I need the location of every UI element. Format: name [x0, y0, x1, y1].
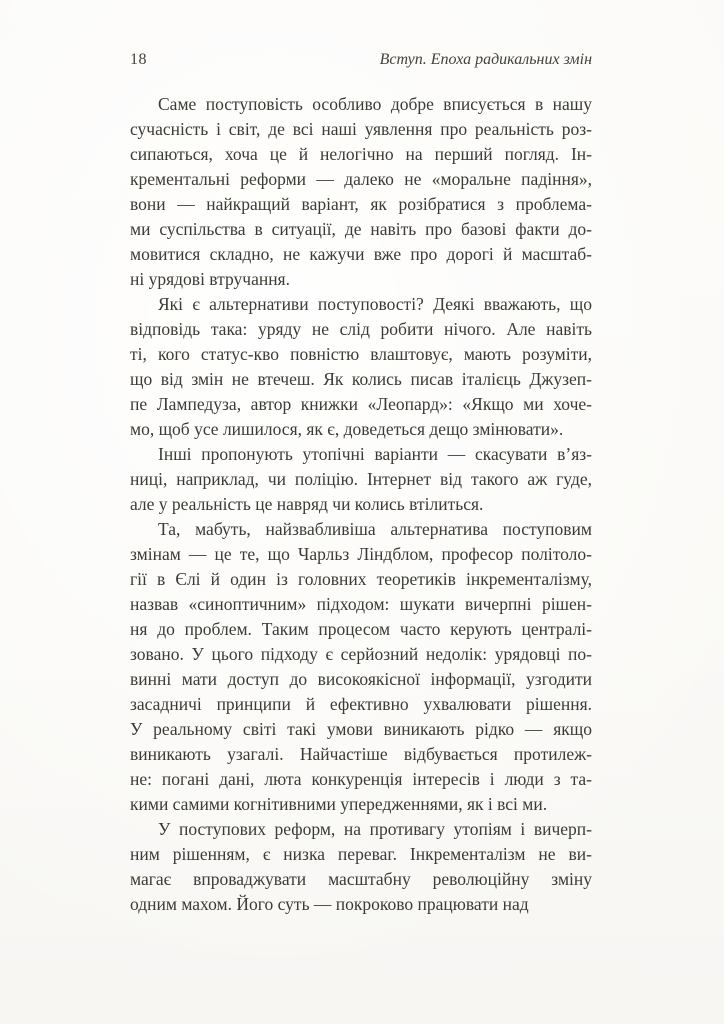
- text-line: назвав «синоптичним» підходом: шукати вичерпні рішен-: [130, 594, 592, 614]
- text-line: Та, мабуть, найзвабливіша альтернатива поступовим: [158, 519, 592, 539]
- text-line: зовано. У цього підходу є серйозний недолік: урядовці по-: [130, 644, 592, 664]
- text-line: одним махом. Його суть — покроково працювати над: [130, 894, 529, 914]
- text-line: ниці, наприклад, чи поліцію. Інтернет від такого аж гуде,: [130, 469, 592, 489]
- text-line: У реальному світі такі умови виникають рідко — якщо: [130, 719, 592, 739]
- text-line: засадничі принципи й ефективно ухвалювати рішення.: [130, 694, 592, 714]
- text-line: мовитися складно, не кажучи вже про дорогі й масштаб-: [130, 244, 592, 264]
- text-line: змінам — це те, що Чарльз Ліндблом, професор політоло-: [130, 544, 592, 564]
- running-head: Вступ. Епоха радикальних змін: [379, 51, 592, 68]
- text-line: ні урядові втручання.: [130, 269, 290, 289]
- text-line: що від змін не втечеш. Як колись писав італієць Джузеп-: [130, 369, 592, 389]
- text-line: пе Лампедуза, автор книжки «Леопард»: «Якщо ми хоче-: [130, 394, 592, 414]
- page-header: [130, 50, 592, 70]
- text-line: Саме поступовість особливо добре вписується в нашу: [158, 94, 592, 114]
- text-line: Які є альтернативи поступовості? Деякі вважають, що: [158, 294, 592, 314]
- text-line: ми суспільства в ситуації, де навіть про базові факти до-: [130, 219, 592, 239]
- text-line: винні мати доступ до високоякісної інформації, узгодити: [130, 669, 592, 689]
- text-line: гії в Єлі й один із головних теоретиків інкременталізму,: [130, 569, 592, 589]
- text-line: не: погані дані, люта конкуренція інтересів і люди з та-: [130, 769, 592, 789]
- text-line: відповідь така: уряду не слід робити нічого. Але навіть: [130, 319, 592, 339]
- text-line: Інші пропонують утопічні варіанти — скасувати в’яз-: [158, 444, 592, 464]
- page-body: [130, 92, 592, 917]
- text-line: сучасність і світ, де всі наші уявлення про реальність роз-: [130, 119, 592, 139]
- text-line: магає впроваджувати масштабну революційну зміну: [130, 869, 592, 889]
- text-line: ня до проблем. Таким процесом часто керують централі-: [130, 619, 592, 639]
- text-line: кими самими когнітивними упередженнями, як і всі ми.: [130, 794, 548, 814]
- text-line: виникають узагалі. Найчастіше відбувається протилеж-: [130, 744, 592, 764]
- text-line: крементальні реформи — далеко не «моральне падіння»,: [130, 169, 592, 189]
- text-line: мо, щоб усе лишилося, як є, доведеться дещо змінювати».: [130, 419, 564, 439]
- text-line: вони — найкращий варіант, як розібратися з проблема-: [130, 194, 592, 214]
- text-line: У поступових реформ, на противагу утопіям і вичерп-: [158, 819, 592, 839]
- text-line: але у реальність це навряд чи колись втілиться.: [130, 494, 484, 514]
- text-line: сипаються, хоча це й нелогічно на перший погляд. Ін-: [130, 144, 592, 164]
- page-number: 18: [130, 51, 147, 68]
- text-line: ті, кого статус-кво повністю влаштовує, мають розуміти,: [130, 344, 592, 364]
- text-line: ним рішенням, є низка переваг. Інкременталізм не ви-: [130, 844, 592, 864]
